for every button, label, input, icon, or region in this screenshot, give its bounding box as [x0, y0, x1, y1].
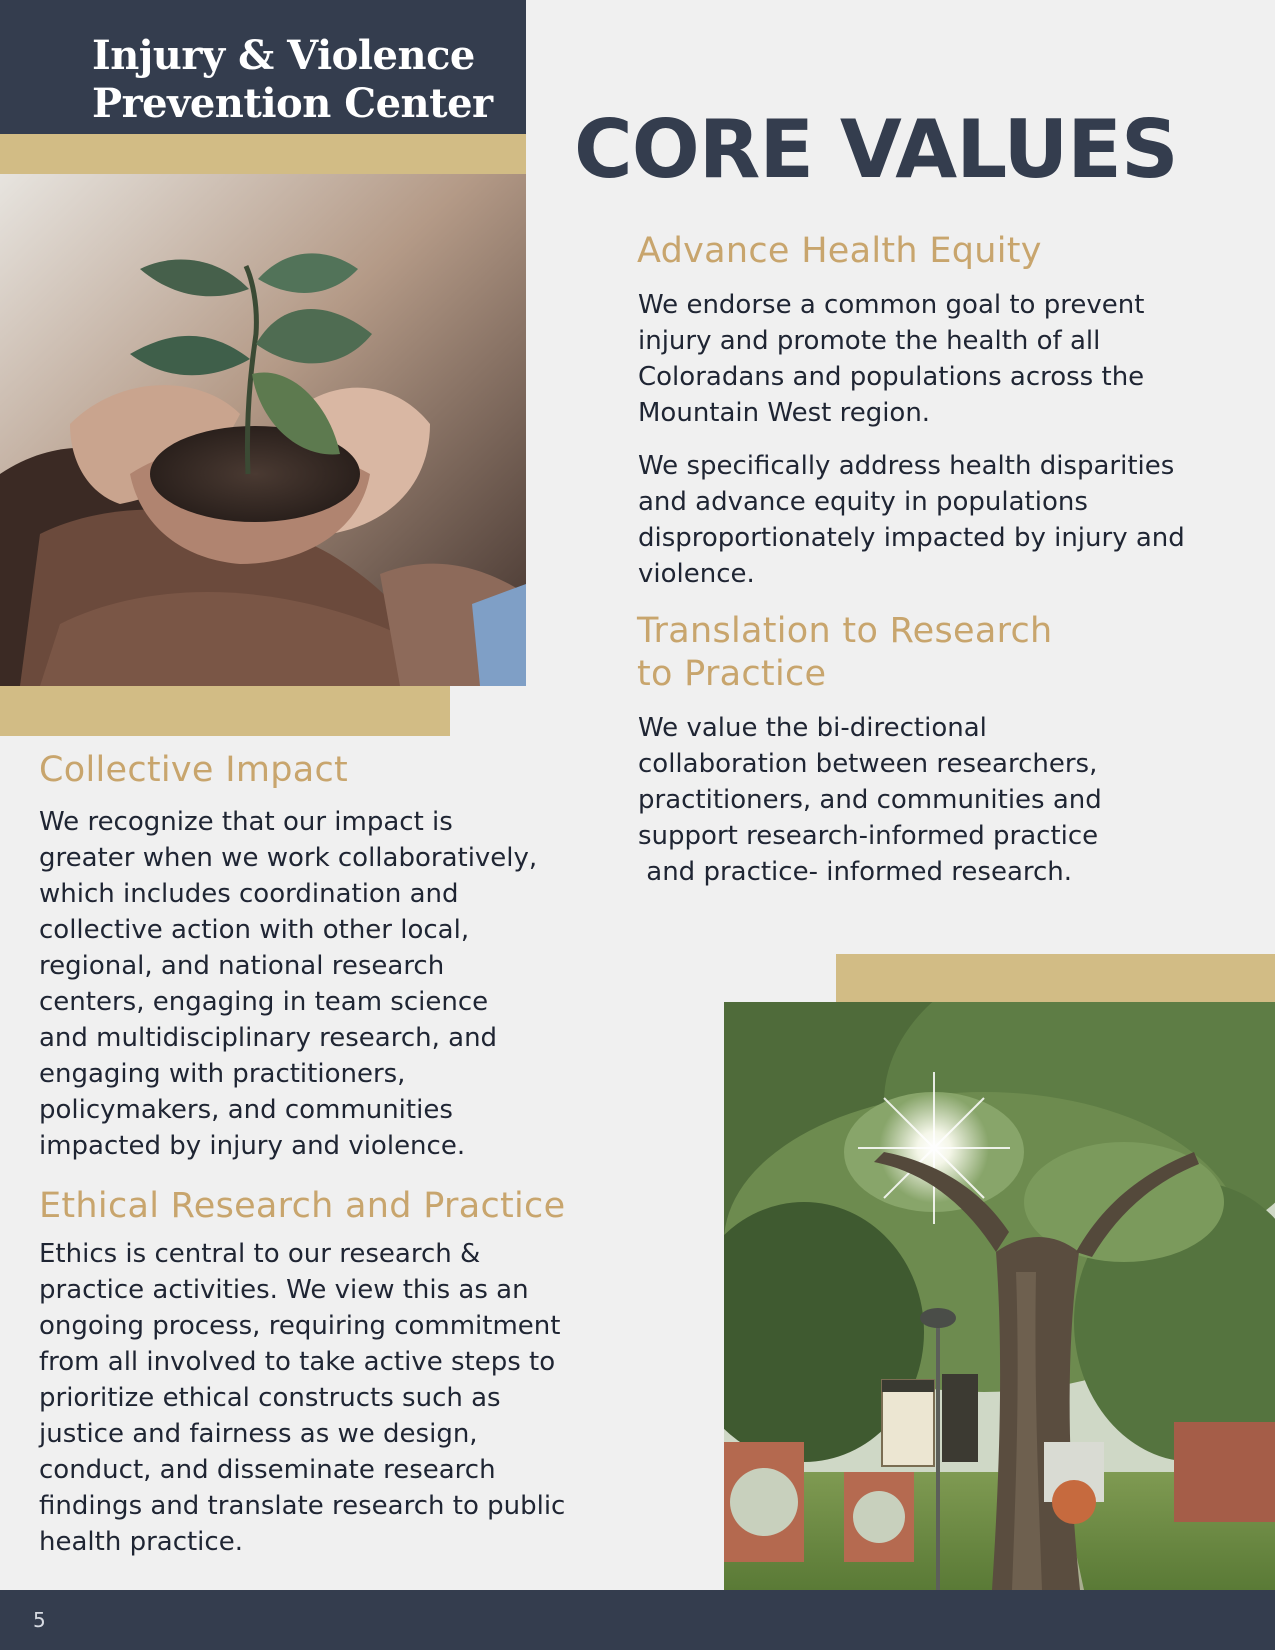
text-line: injury and promote the health of all — [638, 326, 1101, 356]
heading-ethical-research-practice: Ethical Research and Practice — [39, 1186, 566, 1226]
text-line: findings and translate research to public — [39, 1491, 566, 1521]
text-line: We value the bi-directional — [638, 713, 987, 743]
text-line: conduct, and disseminate research — [39, 1455, 496, 1485]
header-title-block — [0, 0, 526, 134]
page-title: CORE VALUES — [574, 103, 1178, 196]
text-line: health practice. — [39, 1527, 243, 1557]
page-number: 5 — [33, 1608, 46, 1632]
text-line: Mountain West region. — [638, 398, 931, 428]
heading-collective-impact: Collective Impact — [39, 750, 349, 790]
campus-trees-photo — [724, 1002, 1275, 1590]
paragraph-translation — [638, 710, 1258, 890]
text-line: and practice- informed research. — [638, 857, 1073, 887]
text-line: collaboration between researchers, — [638, 749, 1098, 779]
text-line: impacted by injury and violence. — [39, 1131, 466, 1161]
text-line: practitioners, and communities and — [638, 785, 1102, 815]
text-line: We endorse a common goal to prevent — [638, 290, 1145, 320]
text-line: which includes coordination and — [39, 879, 459, 909]
text-line: regional, and national research — [39, 951, 445, 981]
text-line: practice activities. We view this as an — [39, 1275, 529, 1305]
text-line: prioritize ethical constructs such as — [39, 1383, 501, 1413]
text-line: ongoing process, requiring commitment — [39, 1311, 561, 1341]
text-line: greater when we work collaboratively, — [39, 843, 538, 873]
paragraph-collective-impact — [39, 804, 679, 1164]
text-line: engaging with practitioners, — [39, 1059, 406, 1089]
text-line: from all involved to take active steps to — [39, 1347, 556, 1377]
footer-bar — [0, 1590, 1275, 1650]
text-line: justice and fairness as we design, — [39, 1419, 478, 1449]
paragraph-health-disparities — [638, 448, 1258, 592]
heading-line: to Practice — [637, 654, 827, 694]
paragraph-health-equity-goal — [638, 287, 1258, 431]
text-line: Coloradans and populations across the — [638, 362, 1145, 392]
paragraph-ethical-research — [39, 1236, 719, 1560]
heading-line: Translation to Research — [637, 611, 1053, 651]
heading-translation-research-practice — [637, 610, 1053, 696]
text-line: and advance equity in populations — [638, 487, 1088, 517]
organization-name-line-1: Injury & Violence — [92, 32, 475, 79]
text-line: Ethics is central to our research & — [39, 1239, 481, 1269]
text-line: violence. — [638, 559, 755, 589]
text-line: policymakers, and communities — [39, 1095, 453, 1125]
gold-accent-band-middle — [0, 686, 450, 736]
text-line: We specifically address health disparities — [638, 451, 1175, 481]
text-line: We recognize that our impact is — [39, 807, 453, 837]
text-line: and multidisciplinary research, and — [39, 1023, 498, 1053]
text-line: disproportionately impacted by injury and — [638, 523, 1185, 553]
organization-name — [92, 32, 522, 128]
text-line: centers, engaging in team science — [39, 987, 489, 1017]
organization-name-line-2: Prevention Center — [92, 80, 493, 127]
text-line: support research-informed practice — [638, 821, 1099, 851]
heading-advance-health-equity: Advance Health Equity — [637, 231, 1042, 271]
seedling-hands-photo — [0, 174, 526, 686]
gold-accent-band-top — [0, 134, 526, 174]
text-line: collective action with other local, — [39, 915, 470, 945]
gold-accent-band-bottom — [836, 954, 1275, 1002]
